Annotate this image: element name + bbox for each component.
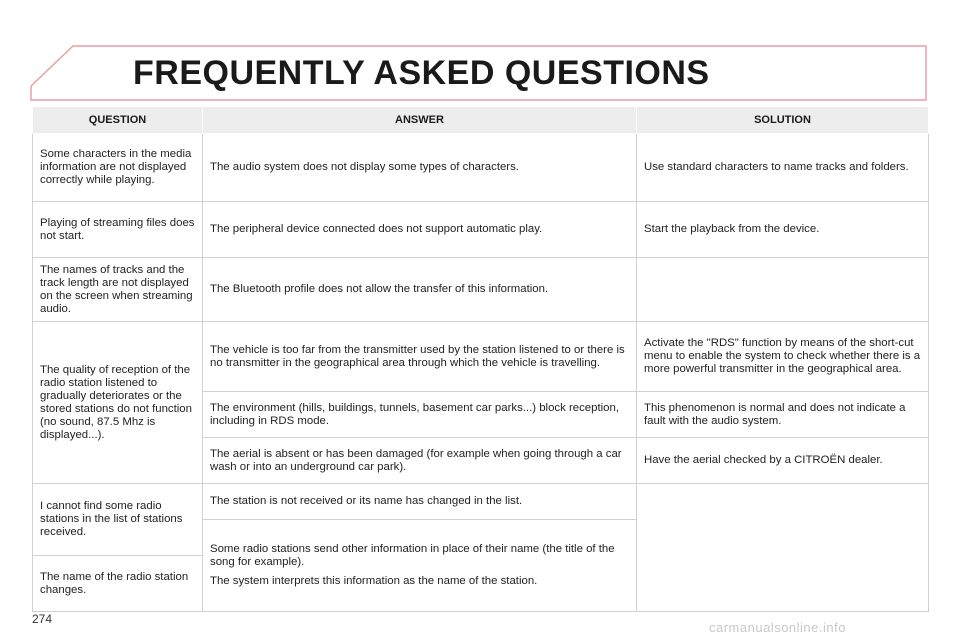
answer-cell: The peripheral device connected does not support automatic play.: [203, 202, 637, 258]
answer-cell: [203, 520, 637, 612]
watermark: carmanualsonline.info: [709, 620, 846, 635]
column-header-answer: ANSWER: [203, 107, 637, 134]
table-row: [33, 484, 929, 520]
question-cell: Playing of streaming files does not start.: [33, 202, 203, 258]
column-header-question: QUESTION: [33, 107, 203, 134]
question-cell: I cannot find some radio stations in the list of stations received.: [33, 484, 203, 556]
column-header-solution: SOLUTION: [637, 107, 929, 134]
answer-cell: The environment (hills, buildings, tunnels, basement car parks...) block reception, including in RDS mode.: [203, 392, 637, 438]
page-number: 274: [32, 612, 53, 626]
table-row: [33, 322, 929, 392]
table-header-row: [33, 107, 929, 134]
answer-cell: The aerial is absent or has been damaged (for example when going through a car wash or into an underground car park).: [203, 438, 637, 484]
question-cell: Some characters in the media information are not displayed correctly while playing.: [33, 134, 203, 202]
answer-cell: The station is not received or its name has changed in the list.: [203, 484, 637, 520]
solution-cell: Use standard characters to name tracks and folders.: [637, 134, 929, 202]
question-cell: The quality of reception of the radio station listened to gradually deteriorates or the stored stations do not function (no sound, 87.5 Mhz is displayed...).: [33, 322, 203, 484]
question-cell: The name of the radio station changes.: [33, 556, 203, 612]
page-title: FREQUENTLY ASKED QUESTIONS: [133, 54, 710, 92]
answer-cell: The Bluetooth profile does not allow the transfer of this information.: [203, 258, 637, 322]
answer-cell: The audio system does not display some types of characters.: [203, 134, 637, 202]
answer-cell: The vehicle is too far from the transmitter used by the station listened to or there is no transmitter in the geographical area through which the vehicle is travelling.: [203, 322, 637, 392]
solution-cell-empty: [637, 484, 929, 612]
solution-cell: Start the playback from the device.: [637, 202, 929, 258]
faq-table: [32, 106, 929, 612]
solution-cell: This phenomenon is normal and does not indicate a fault with the audio system.: [637, 392, 929, 438]
solution-cell: [637, 258, 929, 322]
table-row: [33, 202, 929, 258]
table-row: [33, 258, 929, 322]
answer-line: Some radio stations send other information in place of their name (the title of the song for example).: [210, 543, 615, 568]
answer-line: The system interprets this information as the name of the station.: [210, 575, 538, 587]
solution-cell: Activate the "RDS" function by means of the short-cut menu to enable the system to check whether there is a more powerful transmitter in the geographical area.: [637, 322, 929, 392]
solution-cell: Have the aerial checked by a CITROËN dealer.: [637, 438, 929, 484]
table-row: [33, 134, 929, 202]
question-cell: The names of tracks and the track length are not displayed on the screen when streaming audio.: [33, 258, 203, 322]
